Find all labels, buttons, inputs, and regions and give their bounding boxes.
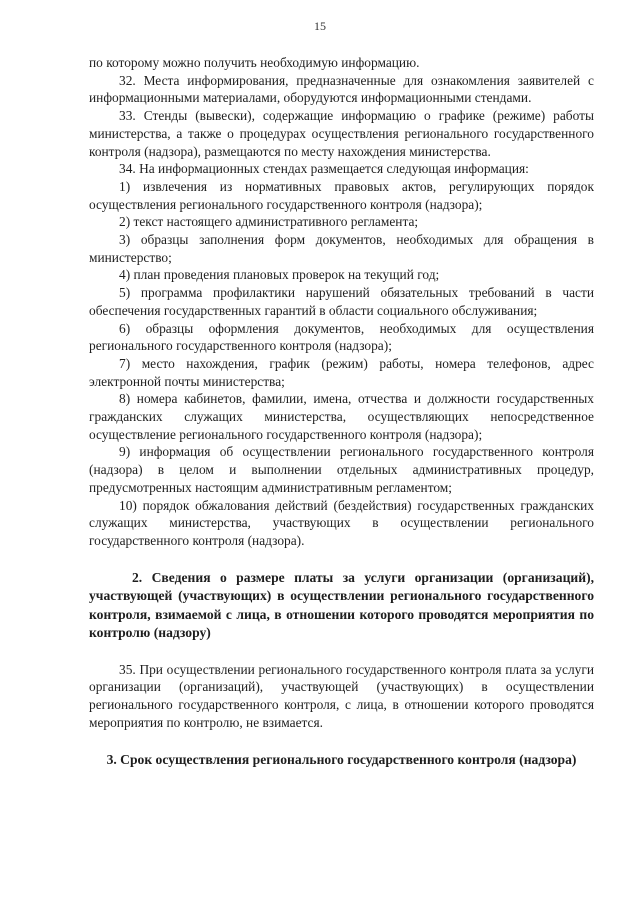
list-item-4: 4) план проведения плановых проверок на текущий год; [119, 267, 440, 283]
section-gap [89, 550, 594, 569]
page-number: 15 [314, 19, 326, 33]
paragraph-34: 34. На информационных стендах размещается следующая информация: [119, 161, 529, 177]
list-item-1: 1) извлечения из нормативных правовых актов, регулирующих порядок осуществления регионального государственного контроля (надзора); [89, 178, 594, 212]
list-item-10: 10) порядок обжалования действий (бездействия) государственных гражданских служащих министерства, участвующих в осуществлении регионального государственного контроля (надзора). [89, 497, 594, 548]
paragraph-35: 35. При осуществлении регионального государственного контроля плата за услуги организации (организаций), участвующей (участвующих) в осуществлении регионального государственного контроля, с лица, в отношении которого проводятся мероприятия по контролю, не взимается. [89, 661, 594, 730]
paragraph-32: 32. Места информирования, предназначенные для ознакомления заявителей с информационными материалами, оборудуются информационными стендами. [89, 72, 594, 106]
section-gap [89, 732, 594, 751]
paragraph-continuation: по которому можно получить необходимую информацию. [89, 55, 420, 70]
list-item-3: 3) образцы заполнения форм документов, необходимых для обращения в министерство; [89, 232, 594, 265]
document-body [89, 54, 594, 769]
list-item-2: 2) текст настоящего административного регламента; [119, 214, 419, 230]
section-gap [89, 643, 594, 661]
paragraph-33: 33. Стенды (вывески), содержащие информацию о графике (режиме) работы министерства, а также о процедурах осуществления регионального государственного контроля (надзора), размещаются по месту нахождения министерства. [89, 108, 594, 159]
list-item-9: 9) информация об осуществлении регионального государственного контроля (надзора) в целом и выполнении отдельных административных процедур, предусмотренных настоящим административным регламентом; [89, 444, 594, 495]
list-item-5: 5) программа профилактики нарушений обязательных требований в части обеспечения государственных гарантий в области социального обслуживания; [89, 285, 594, 318]
section-3-heading: 3. Срок осуществления регионального государственного контроля (надзора) [106, 751, 577, 767]
section-2-heading: 2. Сведения о размере платы за услуги организации (организаций), участвующей (участвующих) в осуществлении регионального государственного контроля, взимаемой с лица, в отношении которого проводятся мероприятия по контролю (надзору) [89, 569, 594, 641]
list-item-6: 6) образцы оформления документов, необходимых для осуществления регионального государственного контроля (надзора); [89, 320, 594, 354]
list-item-7: 7) место нахождения, график (режим) работы, номера телефонов, адрес электронной почты министерства; [89, 355, 594, 389]
list-item-8: 8) номера кабинетов, фамилии, имена, отчества и должности государственных гражданских служащих министерства, осуществляющих непосредственное осуществление регионального государственного контроля (надзора); [89, 391, 594, 442]
